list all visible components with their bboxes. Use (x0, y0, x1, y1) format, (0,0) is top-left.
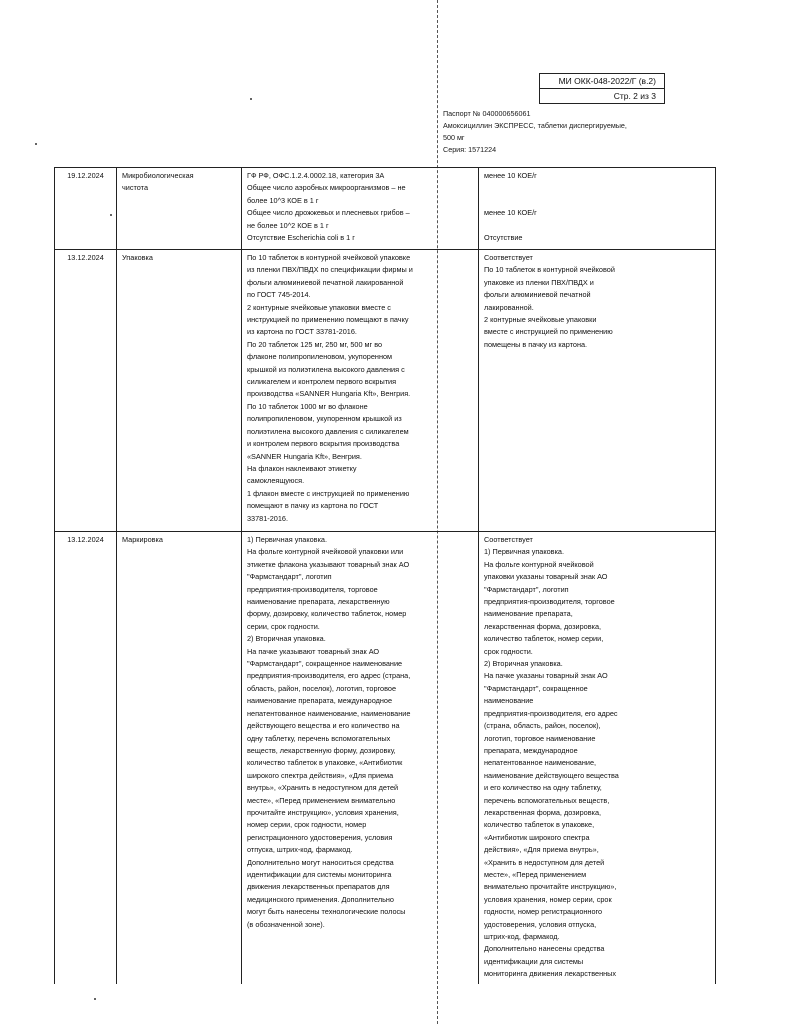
text-line: вместе с инструкцией по применению (484, 327, 613, 337)
test-results-table (54, 167, 716, 984)
text-line: медицинского применения. Дополнительно (247, 894, 394, 904)
passport-block (443, 108, 627, 156)
text-line: (в обозначенной зоне). (247, 919, 325, 929)
text-line: непатентованное наименование, (484, 758, 597, 768)
text-line: не более 10^2 КОЕ в 1 г (247, 220, 329, 230)
text-line: крышкой из полиэтилена высокого давления с (247, 364, 405, 374)
text-line: Отсутствие (484, 232, 523, 242)
text-line: штрих-код, фармакод. (484, 932, 560, 941)
text-line: "Фармстандарт", логотип (484, 584, 569, 594)
text-line: упаковки указаны товарный знак АО (484, 572, 608, 582)
text-line (484, 220, 710, 232)
text-line: фольги алюминиевой печатной (484, 290, 591, 300)
text-line: помещают в пачку из картона по ГОСТ (247, 501, 379, 511)
text-line: из картона по ГОСТ 33781-2016. (247, 327, 357, 337)
text-line: широкого спектра действия», «Для приема (247, 770, 394, 780)
text-line: Соответствует (484, 253, 533, 262)
text-line: На фольге контурной ячейковой (484, 559, 594, 569)
text-line: регистрационного удостоверения, условия (247, 832, 393, 842)
text-line: наименование препарата, лекарственную (247, 597, 390, 607)
requirement-cell (242, 532, 479, 985)
scan-speck (35, 143, 37, 145)
text-line: предприятия-производителя, торговое (247, 584, 378, 594)
page-number: Стр. 2 из 3 (540, 88, 664, 103)
text-line (484, 195, 710, 207)
text-line: упаковке из пленки ПВХ/ПВДХ и (484, 277, 594, 287)
text-line: срок годности. (484, 646, 533, 656)
document-number-box (539, 73, 665, 104)
text-line: Соответствует (484, 535, 533, 544)
text-line: "Фармстандарт", логотип (247, 572, 332, 582)
test-date: 13.12.2024 (55, 532, 117, 985)
text-line: На фольге контурной ячейковой упаковки или (247, 547, 404, 557)
text-line: предприятия-производителя, его адрес (484, 708, 618, 718)
text-line: Маркировка (122, 535, 163, 544)
text-line: чистота (122, 183, 149, 193)
text-line: предприятия-производителя, его адрес (страна, (247, 671, 411, 681)
text-line: Общее число аэробных микроорганизмов – не (247, 183, 406, 193)
text-line: идентификации для системы мониторинга (247, 869, 392, 879)
text-line: условия хранения, номер серии, срок (484, 894, 612, 904)
text-line: форму, дозировку, количество таблеток, номер (247, 609, 407, 619)
text-line: менее 10 КОЕ/г (484, 171, 537, 180)
text-line: На флакон наклеивают этикетку (247, 463, 357, 473)
text-line: лакированной. (484, 302, 534, 312)
table-row (55, 168, 716, 250)
text-line: На пачке указывают товарный знак АО (247, 646, 380, 656)
text-line: логотип, торговое наименование (484, 733, 596, 743)
text-line: действующего вещества и его количество на (247, 721, 400, 731)
text-line: полиэтилена высокого давления с силикагелем (247, 426, 409, 436)
text-line: наименование действующего вещества (484, 770, 619, 780)
test-name (117, 250, 242, 532)
text-line: силикагелем и контролем первого вскрытия (247, 377, 397, 387)
test-date: 13.12.2024 (55, 250, 117, 532)
text-line: предприятия-производителя, торговое (484, 597, 615, 607)
text-line: наименование (484, 696, 534, 706)
text-line: препарата, международное (484, 745, 578, 755)
text-line: месте», «Перед применением (484, 869, 587, 879)
text-line: 1) Первичная упаковка. (247, 535, 328, 544)
text-line: 1) Первичная упаковка. (484, 547, 565, 557)
text-line: 2 контурные ячейковые упаковки вместе с (247, 302, 391, 312)
text-line: месте», «Перед применением внимательно (247, 795, 396, 805)
text-line: 2) Вторичная упаковка. (484, 659, 563, 669)
test-name (117, 532, 242, 985)
text-line: менее 10 КОЕ/г (484, 208, 537, 218)
text-line: 2 контурные ячейковые упаковки (484, 315, 597, 325)
text-line: отпуска, штрих-код, фармакод. (247, 845, 353, 855)
text-line: по ГОСТ 745-2014. (247, 290, 311, 300)
text-line: наименование препарата, международное (247, 696, 393, 706)
text-line: По 10 таблеток в контурной ячейковой упаковке (247, 253, 411, 262)
text-line: производства «SANNER Hungaria Kft», Венгрия. (247, 389, 411, 399)
text-line: По 10 таблеток 1000 мг во флаконе (247, 401, 368, 411)
text-line: фольги алюминиевой печатной лакированной (247, 277, 404, 287)
text-line: флаконе полипропиленовом, укупоренном (247, 352, 393, 362)
text-line: серии, срок годности. (247, 621, 320, 631)
text-line: движения лекарственных препаратов для (247, 882, 390, 892)
text-line: непатентованное наименование, наименование (247, 708, 411, 718)
text-line: "Фармстандарт", сокращенное (484, 683, 588, 693)
text-line: наименование препарата, (484, 609, 573, 619)
text-line: Общее число дрожжевых и плесневых грибов – (247, 208, 410, 218)
scan-speck (94, 998, 96, 1000)
text-line: 1 флакон вместе с инструкцией по применению (247, 488, 410, 498)
text-line: «Хранить в недоступном для детей (484, 857, 605, 867)
text-line: лекарственная форма, дозировка, (484, 807, 602, 817)
text-line: Микробиологическая (122, 171, 194, 180)
document-number: МИ ОКК-048-2022/Г (в.2) (558, 76, 656, 86)
text-line: количество таблеток в упаковке, «Антибиотик (247, 758, 403, 768)
text-line: ГФ РФ, ОФС.1.2.4.0002.18, категория 3А (247, 171, 385, 180)
text-line: 2) Вторичная упаковка. (247, 634, 326, 644)
text-line: (страна, область, район, поселок), (484, 721, 601, 731)
table-row (55, 250, 716, 532)
result-cell (479, 250, 716, 532)
scan-speck (250, 98, 252, 100)
text-line: номер серии, срок годности, номер (247, 820, 367, 830)
text-line: действия», «Для приема внутрь», (484, 845, 599, 855)
series-number: Серия: 1571224 (443, 145, 497, 154)
text-line: Дополнительно нанесены средства (484, 944, 605, 954)
text-line: количество таблеток, номер серии, (484, 634, 604, 644)
text-line: инструкцией по применению помещают в пачку (247, 315, 409, 325)
text-line: Отсутствие Escherichia coli в 1 г (247, 233, 355, 243)
table-row (55, 532, 716, 985)
text-line: область, район, поселок), логотип, торговое (247, 683, 397, 693)
passport-number: Паспорт № 040000656061 (443, 109, 531, 118)
text-line: и контролем первого вскрытия производства (247, 439, 400, 449)
text-line: одну таблетку, перечень вспомогательных (247, 733, 391, 743)
text-line: «SANNER Hungaria Kft», Венгрия. (247, 451, 362, 461)
text-line: годности, номер регистрационного (484, 907, 603, 917)
text-line: внутрь», «Хранить в недоступном для детей (247, 783, 399, 793)
test-date: 19.12.2024 (55, 168, 117, 250)
text-line: этикетке флакона указывают товарный знак АО (247, 559, 410, 569)
test-name (117, 168, 242, 250)
text-line: На пачке указаны товарный знак АО (484, 671, 608, 681)
text-line: и его количество на одну таблетку, (484, 783, 602, 793)
result-cell (479, 532, 716, 985)
requirement-cell (242, 168, 479, 250)
text-line: из пленки ПВХ/ПВДХ по спецификации фирмы и (247, 265, 413, 275)
text-line: перечень вспомогательных веществ, (484, 795, 610, 805)
text-line: 33781-2016. (247, 513, 288, 523)
requirement-cell (242, 250, 479, 532)
text-line: По 20 таблеток 125 мг, 250 мг, 500 мг во (247, 339, 383, 349)
text-line: идентификации для системы (484, 956, 584, 966)
text-line: удостоверения, условия отпуска, (484, 919, 597, 929)
text-line: Упаковка (122, 253, 153, 262)
text-line: прочитайте инструкцию», условия хранения, (247, 807, 399, 817)
text-line: внимательно прочитайте инструкцию», (484, 882, 617, 892)
text-line: мониторинга движения лекарственных (484, 969, 617, 979)
text-line: самоклеящуюся. (247, 476, 305, 486)
text-line: "Фармстандарт", сокращенное наименование (247, 659, 403, 669)
product-name: Амоксициллин ЭКСПРЕСС, таблетки диспергируемые, (443, 121, 627, 130)
text-line: Дополнительно могут наноситься средства (247, 857, 394, 867)
result-cell (479, 168, 716, 250)
text-line: полипропиленовом, укупоренном крышкой из (247, 414, 402, 424)
text-line: количество таблеток в упаковке, (484, 820, 595, 830)
text-line: веществ, лекарственную форму, дозировку, (247, 745, 396, 755)
text-line: более 10^3 КОЕ в 1 г (247, 195, 319, 205)
text-line (484, 182, 710, 194)
text-line: лекарственная форма, дозировка, (484, 621, 602, 631)
text-line: помещены в пачку из картона. (484, 339, 588, 349)
product-dose: 500 мг (443, 133, 465, 142)
text-line: По 10 таблеток в контурной ячейковой (484, 265, 615, 275)
text-line: могут быть нанесены технологические полосы (247, 907, 406, 917)
text-line: «Антибиотик широкого спектра (484, 832, 590, 842)
